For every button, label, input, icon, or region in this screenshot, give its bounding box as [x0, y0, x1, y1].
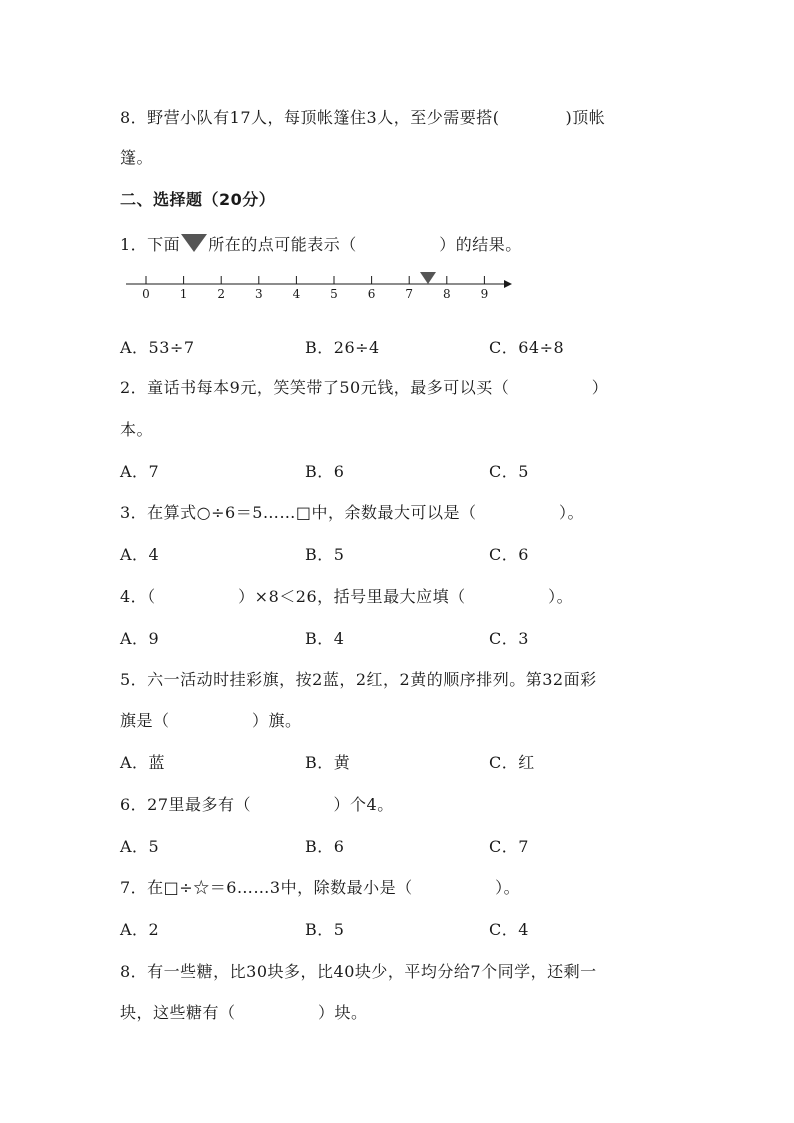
question-2-option-a[interactable]: A．7: [120, 462, 160, 481]
question-4-option-b[interactable]: B．4: [305, 629, 345, 648]
number-line-tick-label: 9: [480, 287, 489, 301]
question-7-option-b[interactable]: B．5: [305, 920, 345, 939]
question-5-line2: 旗是（ ）旗。: [120, 711, 302, 730]
question-7-text: 7．在□÷☆＝6……3中，除数最小是（ ）。: [120, 878, 521, 897]
question-2-line2: 本。: [120, 420, 154, 439]
question-6-option-a[interactable]: A．5: [120, 837, 160, 856]
question-6-text: 6．27里最多有（ ）个4。: [120, 795, 394, 814]
number-line-tick-label: 2: [217, 287, 226, 301]
fill-question-8-line1: 8．野营小队有17人，每顶帐篷住3人，至少需要搭( )顶帐: [120, 108, 606, 127]
question-1-option-a[interactable]: A．53÷7: [120, 338, 195, 357]
question-6-option-c[interactable]: C．7: [489, 837, 529, 856]
number-line-marker-icon: [420, 272, 436, 284]
question-3-option-a[interactable]: A．4: [120, 545, 160, 564]
number-line-tick-label: 0: [142, 287, 150, 301]
number-line-tick-label: 6: [367, 287, 376, 301]
question-1-text: [120, 234, 522, 255]
question-2-option-b[interactable]: B．6: [305, 462, 345, 481]
number-line-tick-label: 4: [292, 287, 301, 301]
question-7-option-a[interactable]: A．2: [120, 920, 160, 939]
number-line-tick-label: 1: [179, 287, 188, 301]
section-title: 二、选择题（20分）: [120, 190, 276, 209]
question-4-option-a[interactable]: A．9: [120, 629, 160, 648]
question-5-option-c[interactable]: C．红: [489, 753, 535, 772]
question-3-option-c[interactable]: C．6: [489, 545, 529, 564]
number-line-tick-label: 5: [330, 287, 338, 301]
question-3-option-b[interactable]: B．5: [305, 545, 345, 564]
question-1-option-b[interactable]: B．26÷4: [305, 338, 380, 357]
question-7-option-c[interactable]: C．4: [489, 920, 529, 939]
question-5-option-b[interactable]: B．黄: [305, 753, 351, 772]
question-5-line1: 5．六一活动时挂彩旗，按2蓝，2红，2黄的顺序排列。第32面彩: [120, 670, 597, 689]
number-line-tick-label: 8: [442, 287, 451, 301]
question-8-line2: 块，这些糖有（ ）块。: [120, 1003, 368, 1022]
number-line: [120, 268, 520, 308]
question-2-option-c[interactable]: C．5: [489, 462, 529, 481]
question-3-text: 3．在算式○÷6＝5……□中，余数最大可以是（ ）。: [120, 503, 585, 522]
question-1-suffix: 所在的点可能表示（ ）的结果。: [208, 235, 522, 254]
question-5-option-a[interactable]: A．蓝: [120, 753, 166, 772]
number-line-arrow-icon: [504, 280, 512, 288]
question-4-option-c[interactable]: C．3: [489, 629, 529, 648]
number-line-tick-label: 3: [254, 287, 263, 301]
triangle-marker-icon: [181, 234, 207, 252]
question-1-prefix: 1．下面: [120, 235, 181, 254]
question-4-text: 4．（ ）×8＜26，括号里最大应填（ ）。: [120, 587, 574, 606]
question-8-line1: 8．有一些糖，比30块多，比40块少，平均分给7个同学，还剩一: [120, 962, 597, 981]
question-2-line1: 2．童话书每本9元，笑笑带了50元钱，最多可以买（ ）: [120, 378, 609, 397]
question-1-option-c[interactable]: C．64÷8: [489, 338, 565, 357]
number-line-tick-label: 7: [405, 287, 414, 301]
fill-question-8-line2: 篷。: [120, 148, 154, 167]
question-6-option-b[interactable]: B．6: [305, 837, 345, 856]
